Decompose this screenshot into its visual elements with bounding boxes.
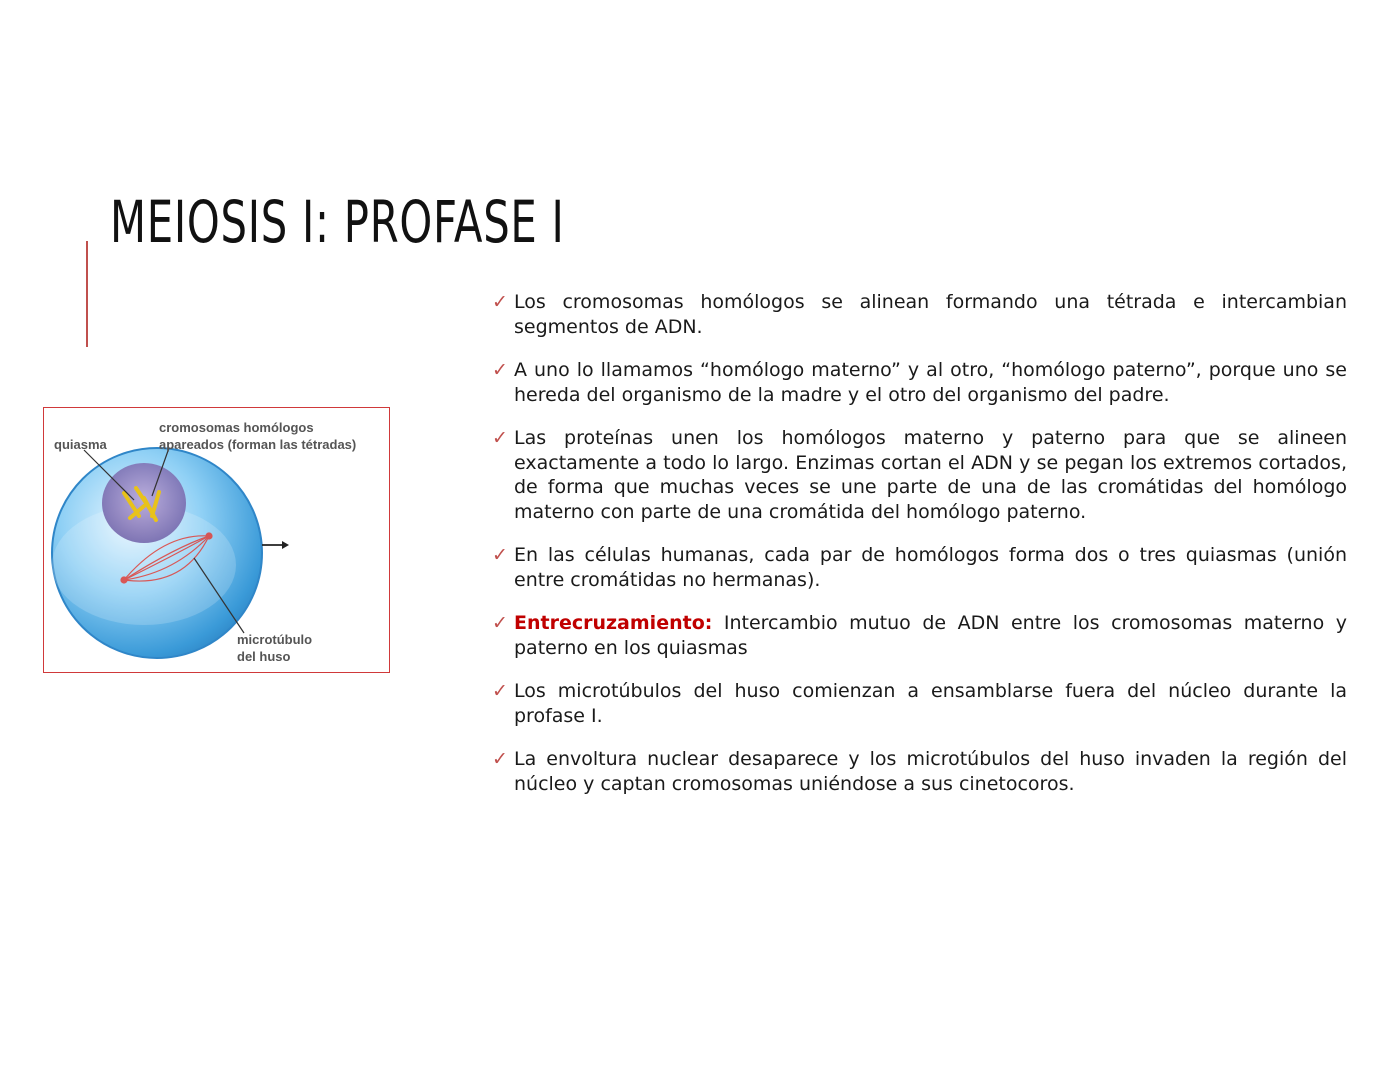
check-icon: ✓	[492, 544, 508, 566]
bullet-item	[494, 611, 1347, 660]
bullet-text: Intercambio mutuo de ADN entre los cromosomas materno y paterno en los quiasmas	[514, 612, 1347, 659]
bullet-item	[494, 747, 1347, 796]
check-icon: ✓	[492, 427, 508, 449]
bullet-list	[494, 290, 1347, 815]
bullet-item	[494, 290, 1347, 339]
check-icon: ✓	[492, 359, 508, 381]
bullet-item	[494, 679, 1347, 728]
slide-title: MEIOSIS I: PROFASE I	[110, 188, 565, 256]
bullet-text: En las células humanas, cada par de homólogos forma dos o tres quiasmas (unión entre cromátidas no hermanas).	[514, 544, 1347, 591]
check-icon: ✓	[492, 612, 508, 634]
check-icon: ✓	[492, 748, 508, 770]
label-microtubulo-line1: microtúbulo	[237, 632, 313, 647]
bullet-text: A uno lo llamamos “homólogo materno” y al otro, “homólogo paterno”, porque uno se hereda del organismo de la madre y el otro del organismo del padre.	[514, 359, 1347, 406]
term-entrecruzamiento: Entrecruzamiento:	[514, 612, 713, 634]
bullet-text: La envoltura nuclear desaparece y los microtúbulos del huso invaden la región del núcleo y captan cromosomas uniéndose a sus cinetocoros.	[514, 748, 1347, 795]
bullet-text: Los cromosomas homólogos se alinean formando una tétrada e intercambian segmentos de ADN.	[514, 291, 1347, 338]
bullet-item	[494, 358, 1347, 407]
arrow-icon	[282, 541, 289, 549]
bullet-item	[494, 426, 1347, 524]
bullet-item	[494, 543, 1347, 592]
bullet-text: Los microtúbulos del huso comienzan a ensamblarse fuera del núcleo durante la profase I.	[514, 680, 1347, 727]
label-homologos-line1: cromosomas homólogos	[159, 420, 314, 435]
title-accent-line	[86, 241, 88, 347]
cell-diagram-figure	[43, 407, 390, 673]
label-quiasma: quiasma	[54, 437, 107, 452]
check-icon: ✓	[492, 291, 508, 313]
check-icon: ✓	[492, 680, 508, 702]
label-microtubulo-line2: del huso	[237, 649, 291, 664]
bullet-text: Las proteínas unen los homólogos materno y paterno para que se alineen exactamente a todo lo largo. Enzimas cortan el ADN y se pegan los extremos cortados, de forma que muchas veces se une parte de una de las cromátidas del homólogo materno con parte de una cromátida del homólogo paterno.	[514, 427, 1347, 523]
label-homologos-line2: apareados (forman las tétradas)	[159, 437, 357, 452]
